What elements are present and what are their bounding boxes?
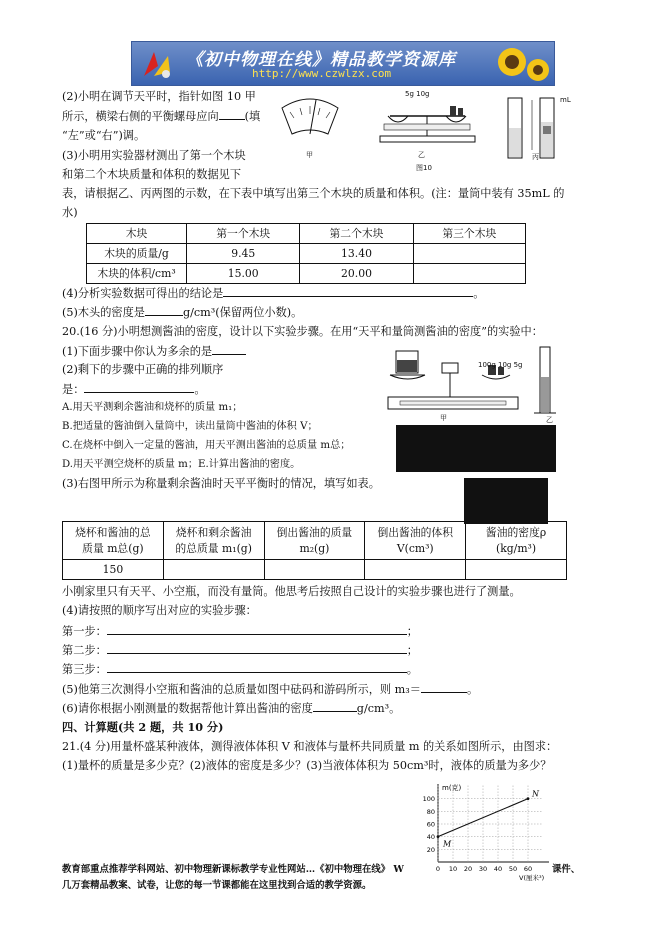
soy-sauce-table [62, 521, 567, 580]
x-tick-label: 60 [523, 865, 533, 873]
table1-header: 第一个木块 [187, 224, 300, 244]
table2-h5a: 酱油的密度ρ [485, 525, 547, 539]
q3-line2: 和第二个木块质量和体积的数据见下 [62, 168, 242, 181]
q20-s6 [62, 699, 400, 718]
header-banner [131, 41, 555, 86]
q20-s5-text: (5)他第三次测得小空瓶和酱油的总质量如图中砝码和游码所示，则 m₃＝ [62, 683, 421, 696]
step3-end: 。 [406, 663, 418, 676]
q20-s5-blank[interactable] [421, 680, 467, 693]
q20-s2b-text: 是： [62, 383, 85, 396]
q20-step2-line [62, 641, 418, 660]
x-tick-label: 30 [478, 865, 488, 873]
step1-label: 第一步： [62, 625, 107, 638]
q20-s4: (4)请按照的顺序写出对应的实验步骤： [62, 604, 257, 617]
q2-line2-text: 所示，横梁右侧的平衡螺母应向 [62, 110, 219, 123]
q20-xiaogang: 小刚家里只有天平、小空瓶，而没有量筒。他思考后按照自己设计的实验步骤也进行了测量。 [62, 585, 521, 598]
point-m [437, 835, 440, 838]
fig10-bing-label: 丙 [532, 153, 539, 161]
step2-label: 第二步： [62, 644, 107, 657]
y-tick-label: 20 [426, 845, 435, 854]
table2-header [466, 522, 567, 560]
q20-s6-end: g/cm³。 [356, 702, 401, 715]
step3-blank[interactable] [107, 660, 407, 673]
q20-s6-blank[interactable] [313, 699, 357, 712]
table-row [87, 244, 526, 264]
table2-answer-cell[interactable] [365, 560, 466, 580]
y-tick-label: 60 [426, 820, 435, 829]
q20-intro: 20.(16 分)小明想测酱油的密度，设计以下实验步骤。在用“天平和量筒测酱油的密度”的实验中： [62, 325, 543, 338]
redacted-image-block [396, 425, 556, 472]
step1-blank[interactable] [107, 622, 407, 635]
balance-cylinder-drawing [380, 343, 560, 425]
q20-s2b-end: 。 [194, 383, 206, 396]
q20-fig-weights: 100g 10g 5g [478, 361, 523, 369]
q3-line4: 水) [62, 206, 78, 219]
table1-cell: 20.00 [300, 264, 413, 284]
fig10-caption: 图10 [416, 164, 432, 172]
q20-step-b: B.把适量的酱油倒入量筒中，读出量筒中酱油的体积 V； [62, 421, 318, 432]
q2-answer-blank[interactable] [219, 107, 245, 120]
banner-title: 《初中物理在线》精品教学资源库 [186, 50, 456, 70]
y-tick-label: 100 [422, 795, 435, 804]
footer-text1: 教育部重点推荐学科网站、初中物理新课标教学专业性网站…《初中物理在线》 W [62, 864, 404, 875]
x-tick-label: 20 [463, 865, 473, 873]
sunflower-icon [492, 42, 552, 85]
point-n [527, 797, 530, 800]
wood-block-table [86, 223, 526, 284]
q20-step1-line [62, 622, 418, 641]
table2-answer-cell[interactable] [163, 560, 264, 580]
table2-answer-cell[interactable] [264, 560, 365, 580]
q20-s5-end: 。 [466, 683, 479, 696]
x-tick-label: 10 [448, 865, 458, 873]
x-axis-label: V(厘米³) [519, 874, 545, 882]
x-tick-label: 50 [508, 865, 518, 873]
q4-answer-blank[interactable] [223, 284, 473, 297]
table2-header [163, 522, 264, 560]
q20-step-d: D.用天平测空烧杯的质量 m；E.计算出酱油的密度。 [62, 459, 301, 470]
table2-cell: 150 [63, 560, 164, 580]
q5-text: (5)木头的密度是 [62, 306, 145, 319]
q2-line2-end: (填 [244, 110, 261, 123]
y-axis-label: m(克) [442, 784, 462, 792]
fig10-weights-label: 5g 10g [405, 90, 430, 98]
table2-header [365, 522, 466, 560]
logo-icon [140, 46, 176, 82]
point-label-n: N [532, 789, 539, 799]
table1-cell: 13.40 [300, 244, 413, 264]
section-4-title: 四、计算题(共 2 题，共 10 分) [62, 720, 224, 734]
q5-answer-blank[interactable] [145, 303, 183, 316]
q20-s6-text: (6)请你根据小刚测量的数据帮他计算出酱油的密度 [62, 702, 313, 715]
table1-header: 第二个木块 [300, 224, 413, 244]
q4-line [62, 284, 485, 303]
table2-h4a: 倒出酱油的体积 [377, 525, 454, 539]
table2-h2b: 的总质量 m₁(g) [175, 541, 252, 555]
q20-fig-yi: 乙 [546, 416, 553, 424]
table2-h4b: V(cm³) [396, 541, 434, 555]
table1-cell: 木块的质量/g [87, 244, 187, 264]
q20-s2: (2)剩下的步骤中正确的排列顺序 [62, 363, 224, 376]
q20-step3-line [62, 660, 418, 679]
banner-url[interactable]: http://www.czwlzx.com [252, 67, 392, 80]
soy-sauce-figure [380, 343, 560, 425]
table2-h2a: 烧杯和剩余酱油 [175, 525, 252, 539]
table1-header-row [87, 224, 526, 244]
table2-h3b: m₂(g) [299, 541, 330, 555]
footer-text1-end: 课件、 [552, 864, 581, 875]
x-tick-label: 40 [493, 865, 503, 873]
q21-line2: (1)量杯的质量是多少克？(2)液体的密度是多少？(3)当液体体积为 50cm³时，液体的质量为多少？ [62, 759, 552, 772]
q20-s1 [62, 342, 246, 361]
table-row [87, 264, 526, 284]
q4-text: (4)分析实验数据可得出的结论是 [62, 287, 224, 300]
table1-answer-cell[interactable] [413, 264, 525, 284]
table2-h1a: 烧杯和酱油的总 [75, 525, 151, 539]
q20-s5 [62, 680, 478, 699]
table-row [63, 560, 567, 580]
q4-end: 。 [473, 287, 485, 300]
q20-s1-blank[interactable] [212, 342, 246, 355]
q20-s1-text: (1)下面步骤中你认为多余的是 [62, 345, 213, 358]
table1-header: 木块 [87, 224, 187, 244]
table2-answer-cell[interactable] [466, 560, 567, 580]
q5-unit: g/cm³(保留两位小数)。 [182, 306, 303, 319]
q3-line1: (3)小明用实验器材测出了第一个木块 [62, 149, 246, 162]
x-tick-label: 0 [435, 865, 441, 873]
q3-line3: 表，请根据乙、丙两图的示数，在下表中填写出第三个木块的质量和体积。(注：量筒中装有 35mL 的 [62, 187, 565, 200]
redacted-image-block-2 [464, 478, 548, 524]
q21-mass-volume-chart [406, 780, 556, 888]
step2-end: ； [406, 644, 418, 657]
q20-step-a: A.用天平测剩余酱油和烧杯的质量 m₁； [62, 402, 243, 413]
table1-answer-cell[interactable] [413, 244, 525, 264]
table2-header [63, 522, 164, 560]
footer-line2: 几万套精品教案、试卷，让您的每一节课都能在这里找到合适的教学资源。 [62, 880, 372, 891]
table2-h1b: 质量 m总(g) [82, 541, 144, 555]
y-tick-label: 80 [426, 807, 435, 816]
step2-blank[interactable] [107, 641, 407, 654]
table1-cell: 15.00 [187, 264, 300, 284]
table2-h3a: 倒出酱油的质量 [276, 525, 353, 539]
q2-line3: “左”或“右”)调。 [62, 129, 146, 142]
step1-end: ； [406, 625, 418, 638]
fig10-jia-label: 甲 [306, 151, 313, 159]
q20-step-c: C.在烧杯中倒入一定量的酱油，用天平测出酱油的总质量 m总； [62, 440, 351, 451]
table1-header: 第三个木块 [413, 224, 525, 244]
table1-cell: 9.45 [187, 244, 300, 264]
y-tick-label: 40 [426, 833, 435, 842]
table2-header [264, 522, 365, 560]
q20-fig-jia: 甲 [440, 414, 447, 422]
step3-label: 第三步： [62, 663, 107, 676]
q5-line [62, 303, 302, 322]
q20-s2-blank[interactable] [84, 380, 194, 393]
q21-line1: 21.(4 分)用量杯盛某种液体，测得液体体积 V 和液体与量杯共同质量 m 的关系如图所示，由图求： [62, 740, 558, 753]
table2-header-row [63, 522, 567, 560]
table1-cell: 木块的体积/cm³ [87, 264, 187, 284]
point-label-m: M [443, 839, 452, 849]
q2-line1: (2)小明在调节天平时，指针如图 10 甲 [62, 90, 256, 103]
fig10-yi-label: 乙 [418, 151, 425, 159]
figure-10 [270, 90, 580, 175]
table2-h5b: (kg/m³) [496, 541, 537, 555]
q20-s3: (3)右图甲所示为称量剩余酱油时天平平衡时的情况，填写如表。 [62, 477, 380, 490]
q20-s2b [62, 380, 206, 399]
fig10-ml-label: mL [560, 96, 571, 104]
q2-line2 [62, 107, 260, 126]
